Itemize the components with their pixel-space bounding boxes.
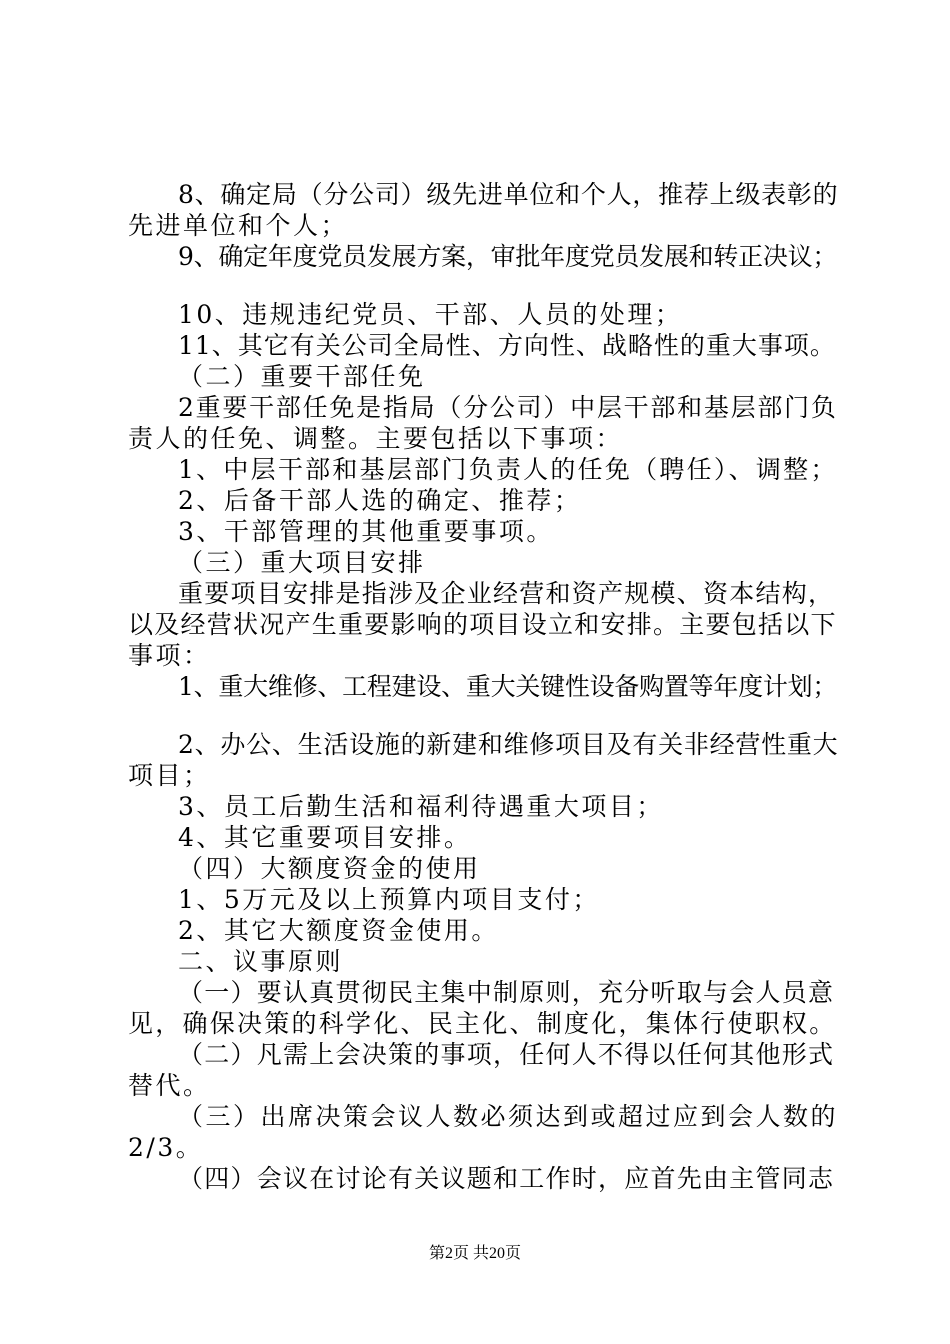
text-line: 11、其它有关公司全局性、方向性、战略性的重大事项。: [178, 331, 836, 360]
text-line: 1、中层干部和基层部门负责人的任免（聘任）、调整；: [178, 455, 838, 484]
text-line: 项目；: [128, 761, 211, 790]
text-line: （二）凡需上会决策的事项，任何人不得以任何其他形式: [178, 1040, 835, 1069]
section-heading: （二）重要干部任免: [178, 362, 426, 391]
text-line: 3、干部管理的其他重要事项。: [178, 517, 554, 546]
page-footer: 第2页 共20页: [428, 1245, 521, 1262]
section-heading: （三）重大项目安排: [178, 548, 426, 577]
text-line: 2重要干部任免是指局（分公司）中层干部和基层部门负: [178, 393, 838, 422]
section-heading: 二、议事原则: [178, 947, 344, 976]
text-line: （三）出席决策会议人数必须达到或超过应到会人数的: [178, 1102, 839, 1131]
text-line: 9、确定年度党员发展方案，审批年度党员发展和转正决议；: [178, 242, 838, 271]
text-line: 4、其它重要项目安排。: [178, 823, 472, 852]
text-line: （一）要认真贯彻民主集中制原则，充分听取与会人员意: [178, 978, 835, 1007]
text-line: 1、5万元及以上预算内项目支付；: [178, 885, 600, 914]
text-line: 2、办公、生活设施的新建和维修项目及有关非经营性重大: [178, 730, 839, 759]
section-heading: （四）大额度资金的使用: [178, 854, 481, 883]
text-line: 2/3。: [128, 1133, 204, 1162]
text-line: 先进单位和个人；: [128, 211, 349, 240]
text-line: 替代。: [128, 1071, 211, 1100]
text-line: 8、确定局（分公司）级先进单位和个人，推荐上级表彰的: [178, 180, 839, 209]
text-line: 事项：: [128, 641, 211, 670]
text-line: 3、员工后勤生活和福利待遇重大项目；: [178, 792, 664, 821]
text-line: 2、其它大额度资金使用。: [178, 916, 499, 945]
text-line: 10、违规违纪党员、干部、人员的处理；: [178, 300, 683, 329]
text-line: 责人的任免、调整。主要包括以下事项：: [128, 424, 624, 453]
text-line: （四）会议在讨论有关议题和工作时，应首先由主管同志: [178, 1164, 835, 1193]
text-line: 重要项目安排是指涉及企业经营和资产规模、资本结构，: [178, 579, 835, 608]
text-line: 2、后备干部人选的确定、推荐；: [178, 486, 582, 515]
text-line: 见，确保决策的科学化、民主化、制度化，集体行使职权。: [128, 1009, 837, 1038]
text-line: 以及经营状况产生重要影响的项目设立和安排。主要包括以下: [128, 610, 837, 639]
text-line: 1、重大维修、工程建设、重大关键性设备购置等年度计划；: [178, 672, 838, 701]
